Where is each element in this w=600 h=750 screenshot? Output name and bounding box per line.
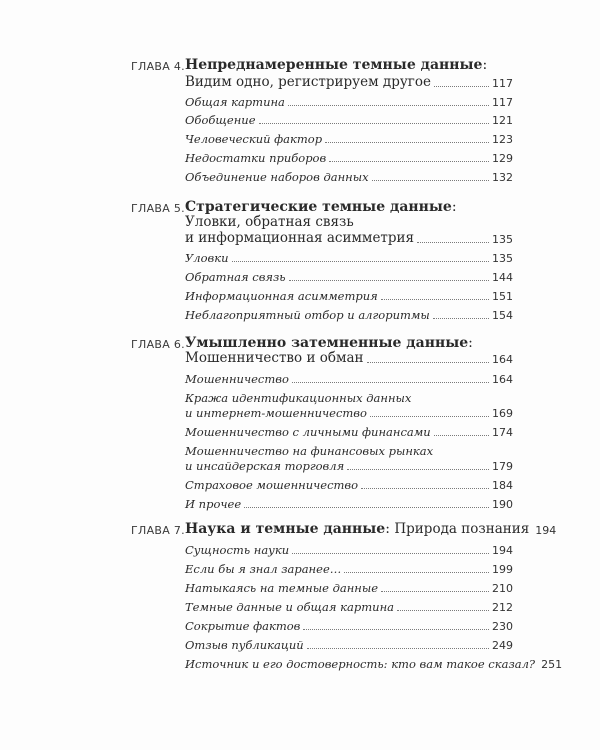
- chapter-label: ГЛАВА 6.: [131, 338, 185, 351]
- toc-entry[interactable]: Темные данные и общая картина 212: [185, 600, 513, 614]
- chapter-title: Стратегические темные данные:: [185, 199, 457, 215]
- toc-entry-subtitle[interactable]: и информационная асимметрия 135: [185, 230, 513, 246]
- toc-entry[interactable]: Мошенничество с личными финансами 174: [185, 425, 513, 439]
- toc-entry[interactable]: Неблагоприятный отбор и алгоритмы 154: [185, 308, 513, 322]
- toc-entry[interactable]: Источник и его достоверность: кто вам такое сказал? 251: [185, 657, 563, 671]
- toc-entry[interactable]: Человеческий фактор 123: [185, 132, 513, 146]
- toc-entry[interactable]: Сокрытие фактов 230: [185, 619, 513, 633]
- toc-entry[interactable]: Мошенничество 164: [185, 372, 513, 386]
- toc-entry[interactable]: Сущность науки 194: [185, 543, 513, 557]
- chapter-title: Умышленно затемненные данные:: [185, 335, 473, 351]
- toc-entry-line: Кража идентификационных данных: [185, 391, 412, 405]
- toc-entry[interactable]: Страховое мошенничество 184: [185, 478, 513, 492]
- toc-entry[interactable]: Если бы я знал заранее… 199: [185, 562, 513, 576]
- chapter-label: ГЛАВА 4.: [131, 60, 185, 73]
- toc-entry[interactable]: Объединение наборов данных 132: [185, 170, 513, 184]
- toc-entry[interactable]: Обобщение 121: [185, 113, 513, 127]
- toc-entry[interactable]: и инсайдерская торговля 179: [185, 459, 513, 473]
- toc-entry-line: Мошенничество на финансовых рынках: [185, 444, 434, 458]
- toc-entry[interactable]: Натыкаясь на темные данные 210: [185, 581, 513, 595]
- toc-entry[interactable]: Общая картина 117: [185, 95, 513, 109]
- toc-entry-subtitle[interactable]: Видим одно, регистрируем другое 117: [185, 74, 513, 90]
- toc-entry[interactable]: Уловки 135: [185, 251, 513, 265]
- toc-entry-subtitle[interactable]: Мошенничество и обман 164: [185, 350, 513, 366]
- toc-entry[interactable]: Отзыв публикаций 249: [185, 638, 513, 652]
- chapter-label: ГЛАВА 5.: [131, 202, 185, 215]
- toc-entry[interactable]: и интернет-мошенничество 169: [185, 406, 513, 420]
- toc-entry-subtitle-line: Уловки, обратная связь: [185, 214, 354, 230]
- toc-entry[interactable]: Обратная связь 144: [185, 270, 513, 284]
- chapter-label: ГЛАВА 7.: [131, 524, 185, 537]
- chapter-title: Непреднамеренные темные данные:: [185, 57, 488, 73]
- toc-entry[interactable]: Недостатки приборов 129: [185, 151, 513, 165]
- toc-entry-chapter[interactable]: Наука и темные данные: Природа познания 194: [185, 521, 557, 537]
- toc-entry[interactable]: И прочее 190: [185, 497, 513, 511]
- toc-entry[interactable]: Информационная асимметрия 151: [185, 289, 513, 303]
